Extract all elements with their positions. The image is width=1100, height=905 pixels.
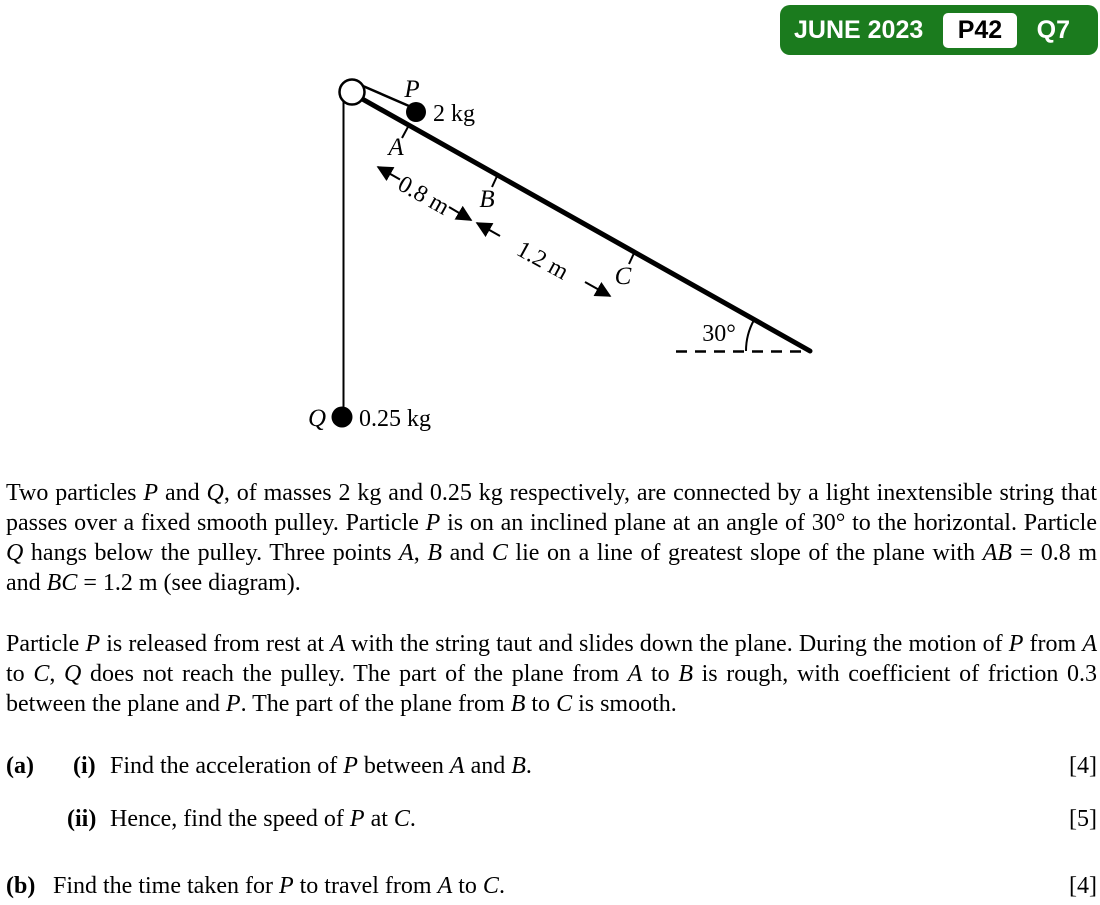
question-text-a-i: Find the acceleration of P between A and B. xyxy=(110,753,532,779)
dim-bc-label: 1.2 m xyxy=(512,236,573,286)
badge-session-label: JUNE 2023 xyxy=(794,15,924,44)
subpart-label-ii: (ii) xyxy=(67,806,97,832)
label-p-mass: 2 kg xyxy=(433,101,475,127)
question-row-a-ii xyxy=(6,804,1097,834)
marks-b: [4] xyxy=(1069,873,1097,899)
label-q: Q xyxy=(307,405,327,432)
label-p: P xyxy=(404,76,420,103)
question-text-b: Find the time taken for P to travel from A to C. xyxy=(53,873,505,899)
particle-p-dot xyxy=(406,102,426,122)
dim-bc-arrow-left xyxy=(477,223,500,236)
problem-statement xyxy=(6,478,1097,719)
label-b: B xyxy=(479,186,495,213)
problem-paragraph-2: Particle P is released from rest at A with the string taut and slides down the plane. During the motion of P from A to C, Q does not reach the pulley. The part of the plane from A to B is rough, with coefficient of friction 0.3 between the plane and P. The part of the plane from B to C is smooth. xyxy=(6,631,1098,717)
marks-a-i: [4] xyxy=(1069,753,1097,779)
dim-bc-arrow-right xyxy=(585,282,610,296)
question-row-b xyxy=(6,871,1097,901)
angle-arc xyxy=(746,320,754,351)
badge-paper-label: P42 xyxy=(943,13,1017,48)
angle-label: 30° xyxy=(702,321,736,347)
dim-ab-arrow-right xyxy=(449,207,471,220)
part-label-a: (a) xyxy=(6,753,34,779)
particle-q-dot xyxy=(332,407,353,428)
part-label-b: (b) xyxy=(6,873,36,899)
dim-ab-label: 0.8 m xyxy=(393,171,454,221)
incline-line xyxy=(357,96,810,351)
dim-ab-arrow-left xyxy=(378,167,400,180)
label-a: A xyxy=(388,134,404,161)
session-badge xyxy=(780,5,1098,55)
badge-question-label: Q7 xyxy=(1036,15,1070,44)
marks-a-ii: [5] xyxy=(1069,806,1097,832)
pulley-icon xyxy=(340,80,365,105)
label-c: C xyxy=(614,263,632,290)
problem-paragraph-1: Two particles P and Q, of masses 2 kg and 0.25 kg respectively, are connected by a light inextensible string that passes over a fixed smooth pulley. Particle P is on an inclined plane at an angle of 30° to the horizontal. Particle Q hangs below the pulley. Three points A, B and C lie on a line of greatest slope of the plane with AB = 0.8 m and BC = 1.2 m (see diagram). xyxy=(6,480,1098,596)
label-q-mass: 0.25 kg xyxy=(359,406,431,432)
question-row-a-i xyxy=(6,751,1097,781)
subpart-label-i: (i) xyxy=(73,753,96,779)
question-text-a-ii: Hence, find the speed of P at C. xyxy=(110,806,416,832)
